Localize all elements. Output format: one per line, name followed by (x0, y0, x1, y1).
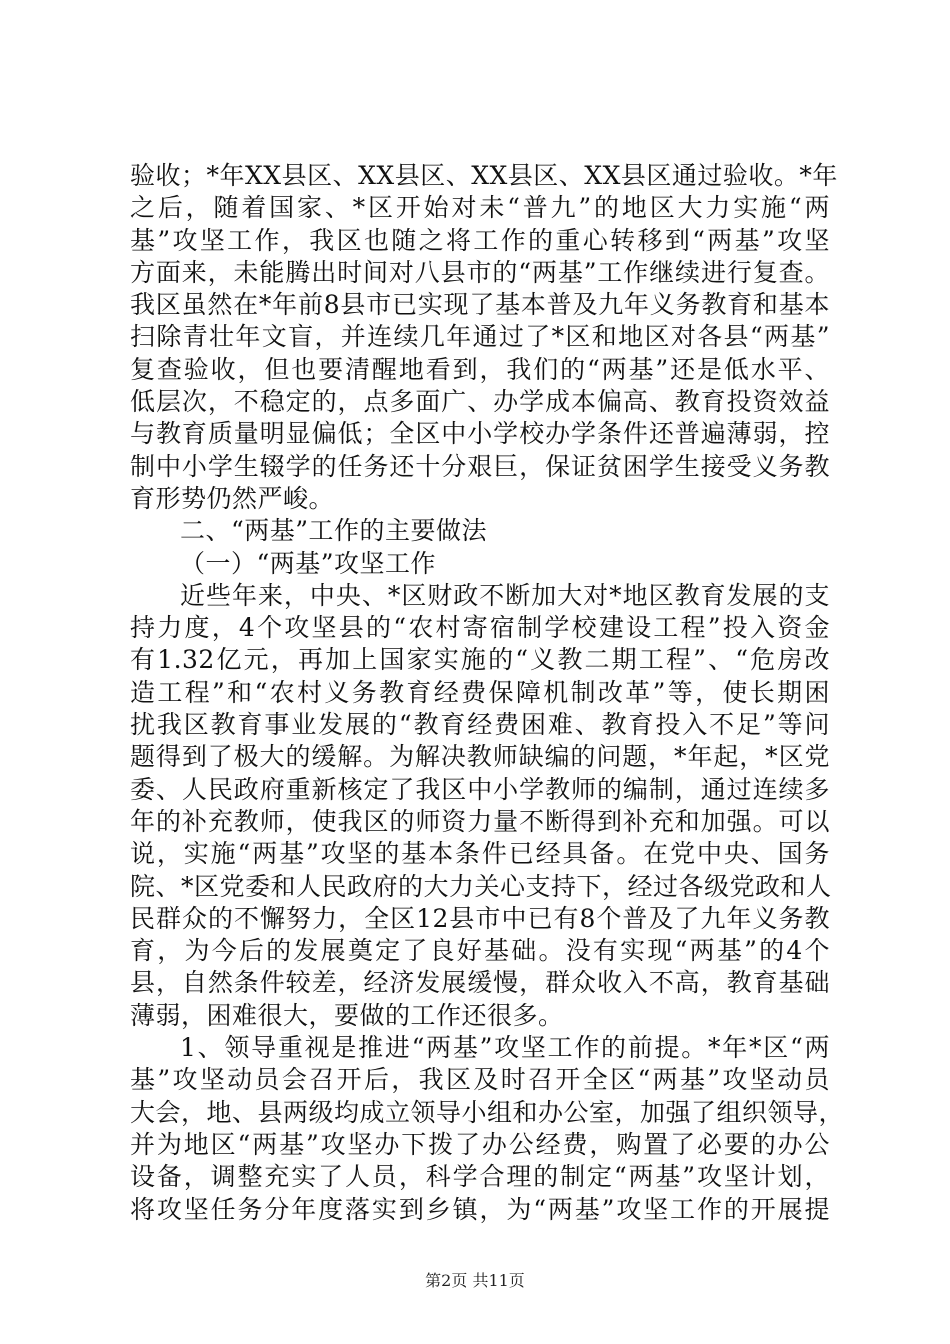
text-line: （一）“两基”攻坚工作 (180, 548, 437, 578)
text-line: 之后，随着国家、*区开始对未“普九”的地区大力实施“两 (130, 193, 830, 223)
text-line: 县，自然条件较差，经济发展缓慢，群众收入不高，教育基础 (130, 968, 830, 998)
text-line: 有1.32亿元，再加上国家实施的“义教二期工程”、“危房改 (130, 645, 830, 675)
text-line: 持力度，4个攻坚县的“农村寄宿制学校建设工程”投入资金 (130, 613, 830, 643)
text-line: 委、人民政府重新核定了我区中小学教师的编制，通过连续多 (130, 774, 830, 804)
text-line: 育，为今后的发展奠定了良好基础。没有实现“两基”的4个 (130, 936, 830, 966)
text-line: 方面来，未能腾出时间对八县市的“两基”工作继续进行复查。 (130, 257, 830, 287)
text-line: 育形势仍然严峻。 (130, 483, 335, 513)
text-line: 近些年来，中央、*区财政不断加大对*地区教育发展的支 (180, 580, 830, 610)
text-line: 扰我区教育事业发展的“教育经费困难、教育投入不足”等问 (130, 710, 830, 740)
text-line: 复查验收，但也要清醒地看到，我们的“两基”还是低水平、 (130, 354, 830, 384)
text-line: 二、“两基”工作的主要做法 (180, 516, 488, 546)
page-footer: 第2页 共11页 (425, 1271, 525, 1290)
text-line: 并为地区“两基”攻坚办下拨了办公经费，购置了必要的办公 (130, 1129, 830, 1159)
text-line: 验收；*年XX县区、XX县区、XX县区、XX县区通过验收。*年 (130, 161, 838, 190)
text-line: 与教育质量明显偏低；全区中小学校办学条件还普遍薄弱，控 (130, 419, 830, 449)
text-line: 低层次，不稳定的，点多面广、办学成本偏高、教育投资效益 (130, 387, 830, 417)
text-line: 薄弱，困难很大，要做的工作还很多。 (130, 1000, 564, 1030)
text-line: 题得到了极大的缓解。为解决教师缺编的问题，*年起，*区党 (130, 742, 830, 772)
text-line: 民群众的不懈努力，全区12县市中已有8个普及了九年义务教 (130, 903, 830, 933)
text-line: 基”攻坚动员会召开后，我区及时召开全区“两基”攻坚动员 (130, 1065, 830, 1095)
text-line: 将攻坚任务分年度落实到乡镇，为“两基”攻坚工作的开展提 (130, 1194, 830, 1224)
text-line: 年的补充教师，使我区的师资力量不断得到补充和加强。可以 (130, 806, 830, 836)
text-line: 1、领导重视是推进“两基”攻坚工作的前提。*年*区“两 (180, 1033, 830, 1063)
document-body (130, 160, 845, 1226)
text-line: 制中小学生辍学的任务还十分艰巨，保证贫困学生接受义务教 (130, 451, 830, 481)
text-line: 说，实施“两基”攻坚的基本条件已经具备。在党中央、国务 (130, 839, 830, 869)
text-line: 扫除青壮年文盲，并连续几年通过了*区和地区对各县“两基” (130, 322, 830, 352)
text-line: 我区虽然在*年前8县市已实现了基本普及九年义务教育和基本 (130, 290, 830, 320)
text-line: 大会，地、县两级均成立领导小组和办公室，加强了组织领导， (130, 1097, 845, 1127)
text-line: 设备，调整充实了人员，科学合理的制定“两基”攻坚计划， (130, 1162, 830, 1192)
text-line: 基”攻坚工作，我区也随之将工作的重心转移到“两基”攻坚 (130, 225, 830, 255)
text-line: 造工程”和“农村义务教育经费保障机制改革”等，使长期困 (130, 677, 830, 707)
text-line: 院、*区党委和人民政府的大力关心支持下，经过各级党政和人 (130, 871, 832, 901)
